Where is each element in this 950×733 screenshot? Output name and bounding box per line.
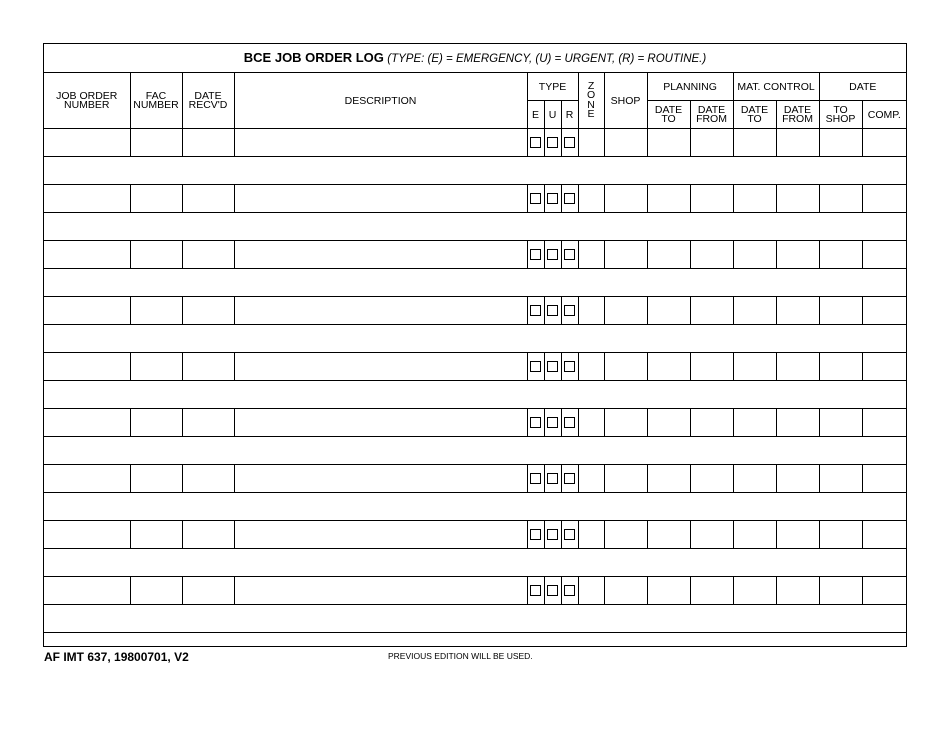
zone-letter-o: O (586, 89, 596, 101)
job-order-number-cell[interactable] (44, 241, 130, 269)
type-r-cell (561, 129, 578, 157)
type-e-cell (527, 241, 544, 269)
zone-cell[interactable] (578, 521, 604, 549)
table-row (44, 465, 906, 493)
type-u-header: U (544, 101, 561, 129)
job-order-log-form (43, 43, 907, 647)
fac-number-cell[interactable] (130, 577, 182, 605)
description-cell[interactable] (234, 129, 527, 157)
mat-date-from-cell[interactable] (776, 129, 819, 157)
mat-date-from-cell[interactable] (776, 521, 819, 549)
type-r-checkbox[interactable] (564, 249, 575, 260)
planning-date-to-cell[interactable] (647, 241, 690, 269)
table-row (44, 521, 906, 549)
to-shop-cell[interactable] (819, 297, 862, 325)
zone-cell[interactable] (578, 185, 604, 213)
remarks-row (44, 493, 906, 521)
type-u-cell (544, 185, 561, 213)
to-shop-cell[interactable] (819, 465, 862, 493)
comp-cell[interactable] (862, 353, 906, 381)
type-e-cell (527, 521, 544, 549)
form-title (44, 44, 906, 73)
to-shop-label-1: TO (833, 103, 848, 116)
remarks-cell[interactable] (44, 381, 906, 409)
type-header: TYPE (527, 73, 578, 101)
to-shop-cell[interactable] (819, 129, 862, 157)
type-e-checkbox[interactable] (530, 137, 541, 148)
edition-note: PREVIOUS EDITION WILL BE USED. (388, 651, 533, 661)
comp-cell[interactable] (862, 577, 906, 605)
type-r-cell (561, 353, 578, 381)
shop-cell[interactable] (604, 185, 647, 213)
type-u-cell (544, 577, 561, 605)
table-row (44, 297, 906, 325)
remarks-cell[interactable] (44, 157, 906, 185)
date-recvd-cell[interactable] (182, 185, 234, 213)
type-u-cell (544, 129, 561, 157)
planning-date-from-header (690, 101, 733, 129)
remarks-cell[interactable] (44, 437, 906, 465)
mat-date-to-cell[interactable] (733, 521, 776, 549)
mat-date-to-cell[interactable] (733, 129, 776, 157)
fac-number-cell[interactable] (130, 521, 182, 549)
type-r-checkbox[interactable] (564, 529, 575, 540)
shop-cell[interactable] (604, 465, 647, 493)
date-header: DATE (819, 73, 906, 101)
description-header: DESCRIPTION (234, 73, 527, 129)
fac-number-cell[interactable] (130, 129, 182, 157)
mat-date-to-cell[interactable] (733, 241, 776, 269)
remarks-row (44, 157, 906, 185)
shop-cell[interactable] (604, 129, 647, 157)
type-e-cell (527, 465, 544, 493)
date-recvd-cell[interactable] (182, 409, 234, 437)
zone-cell[interactable] (578, 465, 604, 493)
type-e-checkbox[interactable] (530, 361, 541, 372)
type-u-cell (544, 521, 561, 549)
type-e-cell (527, 353, 544, 381)
shop-cell[interactable] (604, 353, 647, 381)
comp-cell[interactable] (862, 129, 906, 157)
planning-date-to-cell[interactable] (647, 409, 690, 437)
remarks-cell[interactable] (44, 493, 906, 521)
job-order-number-cell[interactable] (44, 353, 130, 381)
remarks-row (44, 381, 906, 409)
job-order-label-2: NUMBER (63, 98, 110, 111)
mat-date-from-label-2: FROM (782, 112, 813, 125)
planning-date-to-cell[interactable] (647, 185, 690, 213)
form-title-legend: (TYPE: (E) = EMERGENCY, (U) = URGENT, (R) = ROUTINE.) (387, 53, 707, 65)
description-cell[interactable] (234, 353, 527, 381)
type-u-checkbox[interactable] (547, 193, 558, 204)
description-cell[interactable] (234, 465, 527, 493)
zone-cell[interactable] (578, 409, 604, 437)
date-recvd-cell[interactable] (182, 129, 234, 157)
planning-date-from-cell[interactable] (690, 577, 733, 605)
mat-date-to-cell[interactable] (733, 409, 776, 437)
mat-date-to-label-1: DATE (740, 103, 769, 116)
planning-date-to-label-1: DATE (654, 103, 683, 116)
description-cell[interactable] (234, 409, 527, 437)
fac-label-1: FAC (145, 89, 167, 102)
planning-date-from-cell[interactable] (690, 241, 733, 269)
planning-date-from-cell[interactable] (690, 185, 733, 213)
type-e-checkbox[interactable] (530, 585, 541, 596)
comp-cell[interactable] (862, 521, 906, 549)
type-r-cell (561, 409, 578, 437)
shop-cell[interactable] (604, 297, 647, 325)
mat-date-to-label-2: TO (747, 112, 762, 125)
comp-cell[interactable] (862, 465, 906, 493)
fac-number-cell[interactable] (130, 409, 182, 437)
mat-date-to-cell[interactable] (733, 185, 776, 213)
remarks-row (44, 437, 906, 465)
date-recvd-cell[interactable] (182, 577, 234, 605)
date-recvd-cell[interactable] (182, 241, 234, 269)
remarks-cell[interactable] (44, 605, 906, 633)
type-e-checkbox[interactable] (530, 249, 541, 260)
type-r-cell (561, 297, 578, 325)
mat-date-from-cell[interactable] (776, 577, 819, 605)
type-e-checkbox[interactable] (530, 529, 541, 540)
mat-date-from-cell[interactable] (776, 241, 819, 269)
date-recvd-cell[interactable] (182, 521, 234, 549)
type-r-checkbox[interactable] (564, 305, 575, 316)
planning-date-to-cell[interactable] (647, 297, 690, 325)
type-e-header: E (527, 101, 544, 129)
remarks-cell[interactable] (44, 213, 906, 241)
job-order-number-cell[interactable] (44, 577, 130, 605)
mat-date-to-cell[interactable] (733, 465, 776, 493)
comp-cell[interactable] (862, 297, 906, 325)
fac-number-cell[interactable] (130, 297, 182, 325)
zone-letter-n: N (587, 98, 595, 111)
remarks-row (44, 213, 906, 241)
type-u-cell (544, 353, 561, 381)
mat-date-to-cell[interactable] (733, 297, 776, 325)
date-recvd-label-2: RECV'D (188, 98, 228, 111)
mat-date-to-cell[interactable] (733, 577, 776, 605)
zone-cell[interactable] (578, 241, 604, 269)
mat-date-from-label-1: DATE (783, 103, 812, 116)
shop-cell[interactable] (604, 241, 647, 269)
mat-date-from-cell[interactable] (776, 465, 819, 493)
form-id: AF IMT 637, 19800701, V2 (44, 650, 189, 664)
zone-letter-e: E (587, 108, 595, 120)
mat-date-to-cell[interactable] (733, 353, 776, 381)
fac-label-2: NUMBER (133, 98, 179, 111)
mat-date-from-cell[interactable] (776, 185, 819, 213)
mat-date-from-cell[interactable] (776, 297, 819, 325)
type-e-cell (527, 185, 544, 213)
type-r-cell (561, 185, 578, 213)
fac-number-cell[interactable] (130, 465, 182, 493)
planning-date-from-cell[interactable] (690, 521, 733, 549)
zone-letter-z: Z (587, 79, 595, 92)
mat-date-from-cell[interactable] (776, 353, 819, 381)
table-row (44, 241, 906, 269)
remarks-row (44, 549, 906, 577)
remarks-cell[interactable] (44, 325, 906, 353)
fac-number-cell[interactable] (130, 185, 182, 213)
type-u-checkbox[interactable] (547, 417, 558, 428)
to-shop-cell[interactable] (819, 521, 862, 549)
type-u-cell (544, 409, 561, 437)
type-r-header: R (561, 101, 578, 129)
type-e-checkbox[interactable] (530, 305, 541, 316)
comp-cell[interactable] (862, 241, 906, 269)
remarks-row (44, 325, 906, 353)
planning-date-from-label-2: FROM (696, 112, 727, 125)
job-order-number-cell[interactable] (44, 185, 130, 213)
job-order-number-cell[interactable] (44, 297, 130, 325)
type-e-cell (527, 577, 544, 605)
remarks-row (44, 605, 906, 633)
planning-date-from-cell[interactable] (690, 129, 733, 157)
comp-cell[interactable] (862, 409, 906, 437)
mat-control-header: MAT. CONTROL (733, 73, 819, 101)
planning-header: PLANNING (647, 73, 733, 101)
type-e-cell (527, 297, 544, 325)
table-row (44, 577, 906, 605)
date-recvd-header (182, 73, 234, 129)
planning-date-to-cell[interactable] (647, 353, 690, 381)
shop-header: SHOP (604, 73, 647, 129)
type-e-checkbox[interactable] (530, 473, 541, 484)
type-e-checkbox[interactable] (530, 193, 541, 204)
mat-date-from-cell[interactable] (776, 409, 819, 437)
table-row (44, 129, 906, 157)
comp-header: COMP. (862, 101, 906, 129)
job-order-number-cell[interactable] (44, 465, 130, 493)
planning-date-to-cell[interactable] (647, 465, 690, 493)
type-u-checkbox[interactable] (547, 305, 558, 316)
planning-date-from-cell[interactable] (690, 353, 733, 381)
mat-date-from-header (776, 101, 819, 129)
table-row (44, 409, 906, 437)
type-u-checkbox[interactable] (547, 137, 558, 148)
job-order-number-cell[interactable] (44, 409, 130, 437)
description-cell[interactable] (234, 521, 527, 549)
type-r-cell (561, 577, 578, 605)
fac-number-cell[interactable] (130, 353, 182, 381)
table-row (44, 353, 906, 381)
remarks-row (44, 269, 906, 297)
type-r-checkbox[interactable] (564, 137, 575, 148)
type-u-checkbox[interactable] (547, 585, 558, 596)
job-order-number-cell[interactable] (44, 129, 130, 157)
type-u-checkbox[interactable] (547, 473, 558, 484)
planning-date-to-cell[interactable] (647, 521, 690, 549)
type-u-checkbox[interactable] (547, 361, 558, 372)
planning-date-from-cell[interactable] (690, 409, 733, 437)
zone-cell[interactable] (578, 353, 604, 381)
remarks-cell[interactable] (44, 269, 906, 297)
fac-number-header (130, 73, 182, 129)
to-shop-cell[interactable] (819, 409, 862, 437)
to-shop-label-2: SHOP (825, 112, 856, 125)
description-cell[interactable] (234, 241, 527, 269)
type-r-cell (561, 241, 578, 269)
to-shop-cell[interactable] (819, 577, 862, 605)
to-shop-cell[interactable] (819, 241, 862, 269)
planning-date-from-cell[interactable] (690, 297, 733, 325)
zone-cell[interactable] (578, 129, 604, 157)
type-r-checkbox[interactable] (564, 417, 575, 428)
log-table (44, 73, 906, 633)
zone-cell[interactable] (578, 577, 604, 605)
planning-date-to-label-2: TO (661, 112, 676, 125)
type-r-checkbox[interactable] (564, 361, 575, 372)
job-order-number-header (44, 73, 130, 129)
planning-date-to-header (647, 101, 690, 129)
to-shop-cell[interactable] (819, 185, 862, 213)
date-recvd-cell[interactable] (182, 465, 234, 493)
comp-cell[interactable] (862, 185, 906, 213)
type-e-cell (527, 409, 544, 437)
fac-number-cell[interactable] (130, 241, 182, 269)
table-row (44, 185, 906, 213)
type-e-checkbox[interactable] (530, 417, 541, 428)
type-r-cell (561, 521, 578, 549)
form-title-bold: BCE JOB ORDER LOG (243, 50, 384, 65)
shop-cell[interactable] (604, 521, 647, 549)
type-r-checkbox[interactable] (564, 585, 575, 596)
planning-date-to-cell[interactable] (647, 577, 690, 605)
to-shop-header (819, 101, 862, 129)
type-u-cell (544, 465, 561, 493)
job-order-number-cell[interactable] (44, 521, 130, 549)
zone-cell[interactable] (578, 297, 604, 325)
type-u-checkbox[interactable] (547, 249, 558, 260)
type-e-cell (527, 129, 544, 157)
to-shop-cell[interactable] (819, 353, 862, 381)
type-r-checkbox[interactable] (564, 473, 575, 484)
shop-cell[interactable] (604, 577, 647, 605)
planning-date-to-cell[interactable] (647, 129, 690, 157)
planning-date-from-cell[interactable] (690, 465, 733, 493)
date-recvd-label-1: DATE (194, 89, 222, 102)
type-u-checkbox[interactable] (547, 529, 558, 540)
type-r-cell (561, 465, 578, 493)
description-cell[interactable] (234, 185, 527, 213)
type-u-cell (544, 297, 561, 325)
shop-cell[interactable] (604, 409, 647, 437)
description-cell[interactable] (234, 577, 527, 605)
date-recvd-cell[interactable] (182, 353, 234, 381)
mat-date-to-header (733, 101, 776, 129)
date-recvd-cell[interactable] (182, 297, 234, 325)
job-order-label-1: JOB ORDER (56, 89, 118, 102)
description-cell[interactable] (234, 297, 527, 325)
remarks-cell[interactable] (44, 549, 906, 577)
type-r-checkbox[interactable] (564, 193, 575, 204)
zone-header (578, 73, 604, 129)
planning-date-from-label-1: DATE (697, 103, 726, 116)
type-u-cell (544, 241, 561, 269)
